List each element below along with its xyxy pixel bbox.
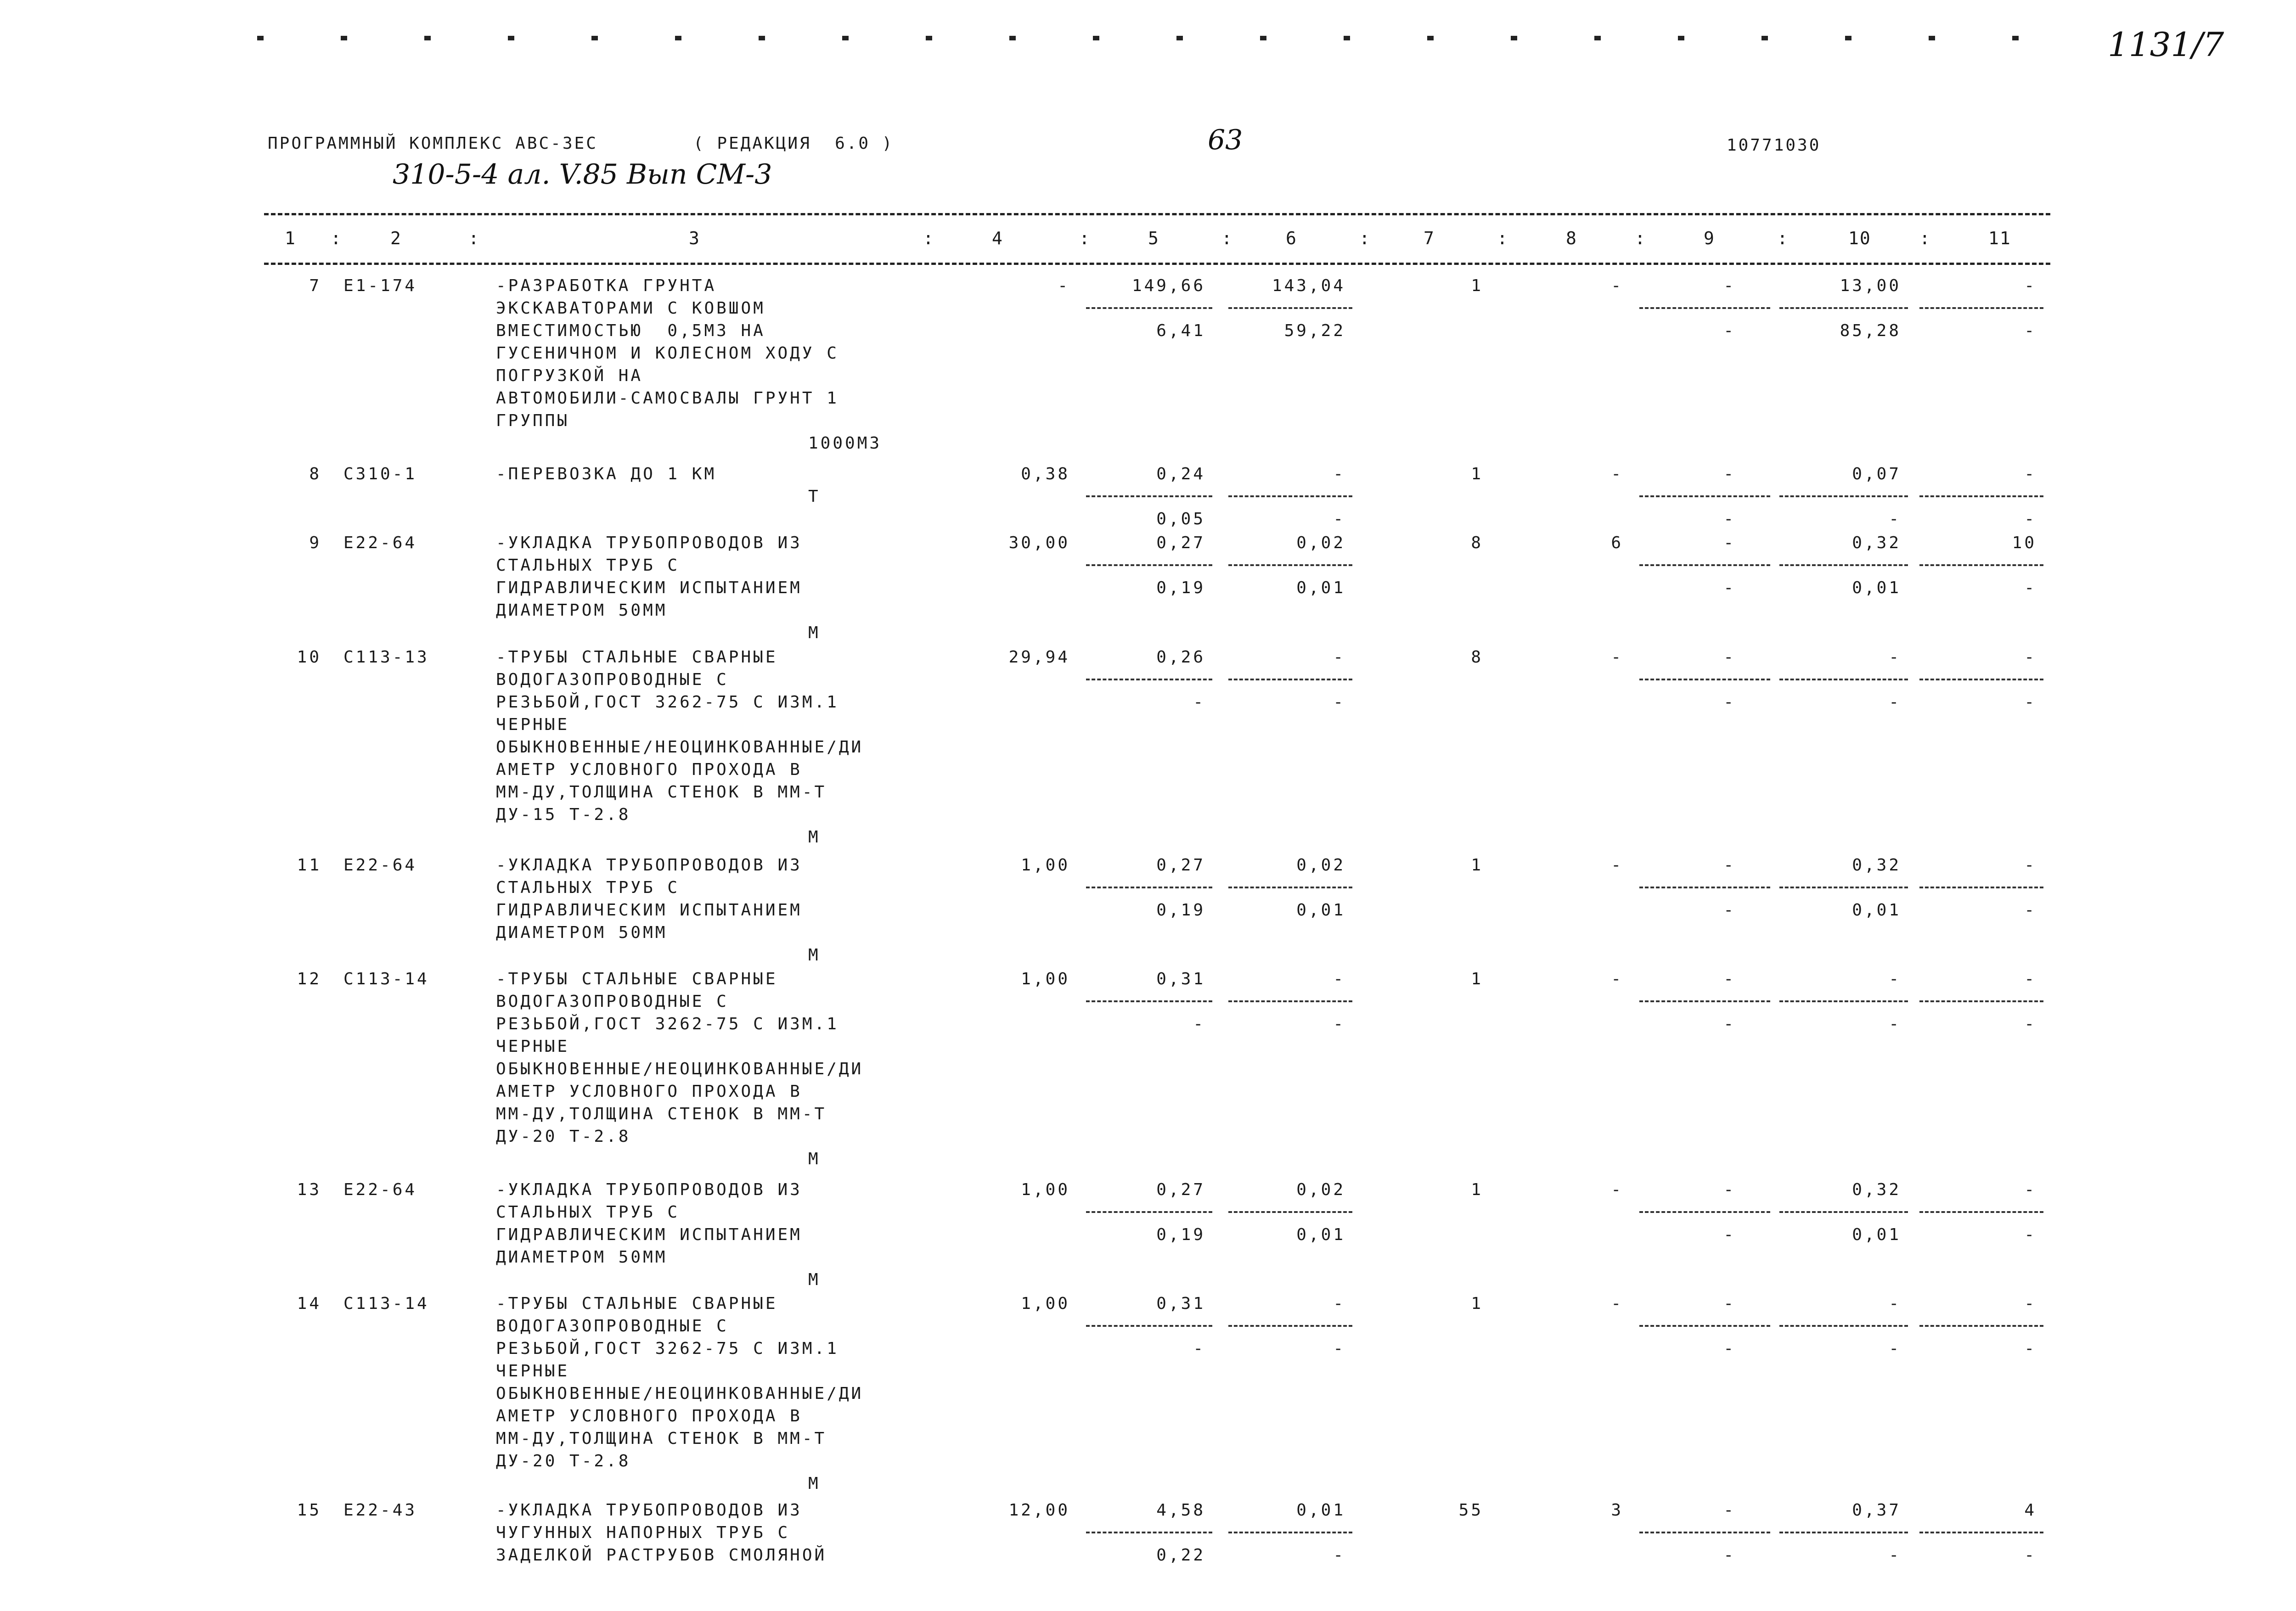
col6-bottom: - <box>1333 1339 1345 1358</box>
column-separator: : <box>1919 228 1931 248</box>
row-number: 11 <box>297 856 321 875</box>
col8-cell: - <box>1611 970 1623 988</box>
qty-cell: - <box>1058 276 1070 295</box>
col7-cell: 1 <box>1471 276 1483 295</box>
dashed-separator <box>1228 307 1352 309</box>
dashed-separator <box>1779 1532 1908 1533</box>
row-unit: М <box>808 946 821 965</box>
col6-top: - <box>1333 465 1345 483</box>
dashed-separator <box>1228 564 1352 566</box>
row-number: 7 <box>309 276 321 295</box>
qty-cell: 1,00 <box>1021 1180 1070 1199</box>
col6-top: 143,04 <box>1272 276 1345 295</box>
column-header-1: 1 <box>285 228 296 248</box>
row-code: Е22-43 <box>343 1501 417 1520</box>
row-description: СТАЛЬНЫХ ТРУБ С <box>496 556 680 575</box>
dashed-separator <box>1919 495 2043 497</box>
row-description: ДУ-20 Т-2.8 <box>496 1127 631 1146</box>
dashed-separator <box>1779 1325 1908 1327</box>
qty-cell: 30,00 <box>1008 533 1070 552</box>
row-number: 14 <box>297 1294 321 1313</box>
col5-bottom: 0,19 <box>1156 1225 1205 1244</box>
row-unit: М <box>808 828 821 847</box>
row-description: ВМЕСТИМОСТЬЮ 0,5М3 НА <box>496 321 765 340</box>
col5-top: 0,31 <box>1156 1294 1205 1313</box>
col10-bottom: 0,01 <box>1852 901 1901 920</box>
col11-top: 4 <box>2024 1501 2037 1520</box>
dashed-separator <box>1228 1532 1352 1533</box>
col5-bottom: 0,22 <box>1156 1546 1205 1565</box>
col8-cell: 3 <box>1611 1501 1623 1520</box>
header-rule-top <box>264 213 2050 215</box>
row-code: Е22-64 <box>343 533 417 552</box>
col5-top: 0,27 <box>1156 1180 1205 1199</box>
col10-bottom: - <box>1889 1015 1901 1033</box>
dashed-separator <box>1639 1325 1770 1327</box>
col10-bottom: 0,01 <box>1852 1225 1901 1244</box>
col6-top: 0,01 <box>1296 1501 1345 1520</box>
column-header-9: 9 <box>1704 228 1715 248</box>
row-description: ЧЕРНЫЕ <box>496 715 570 734</box>
col6-top: 0,02 <box>1296 856 1345 875</box>
handwritten-note: 310-5-4 ал. V.85 Вып СМ-3 <box>393 158 772 191</box>
col11-top: 10 <box>2012 533 2037 552</box>
dashed-separator <box>1919 1325 2043 1327</box>
row-description: АМЕТР УСЛОВНОГО ПРОХОДА В <box>496 760 802 779</box>
row-unit: М <box>808 1270 821 1289</box>
row-number: 8 <box>309 465 321 483</box>
col6-bottom: - <box>1333 693 1345 712</box>
column-separator: : <box>1359 228 1371 248</box>
col5-bottom: - <box>1193 693 1205 712</box>
col10-top: 0,32 <box>1852 856 1901 875</box>
dashed-separator <box>1228 1325 1352 1327</box>
col7-cell: 8 <box>1471 648 1483 667</box>
row-unit: Т <box>808 487 821 506</box>
col10-bottom: - <box>1889 693 1901 712</box>
col6-top: - <box>1333 1294 1345 1313</box>
col5-bottom: 6,41 <box>1156 321 1205 340</box>
row-code: С113-13 <box>343 648 429 667</box>
col8-cell: - <box>1611 648 1623 667</box>
dashed-separator <box>1919 564 2043 566</box>
row-description: ВОДОГАЗОПРОВОДНЫЕ С <box>496 1317 729 1336</box>
col5-bottom: 0,05 <box>1156 510 1205 528</box>
col9-top: - <box>1723 856 1736 875</box>
col9-top: - <box>1723 1180 1736 1199</box>
col11-bottom: - <box>2024 510 2037 528</box>
col10-top: - <box>1889 648 1901 667</box>
col7-cell: 1 <box>1471 856 1483 875</box>
col7-cell: 1 <box>1471 465 1483 483</box>
row-description: -УКЛАДКА ТРУБОПРОВОДОВ ИЗ <box>496 1180 802 1199</box>
column-separator: : <box>1079 228 1091 248</box>
col9-top: - <box>1723 1501 1736 1520</box>
row-unit: М <box>808 623 821 642</box>
column-header-4: 4 <box>992 228 1003 248</box>
col5-top: 0,31 <box>1156 970 1205 988</box>
dashed-separator <box>1919 1211 2043 1213</box>
col11-top: - <box>2024 1180 2037 1199</box>
col5-bottom: 0,19 <box>1156 901 1205 920</box>
dashed-separator <box>1228 887 1352 888</box>
row-description: ММ-ДУ,ТОЛЩИНА СТЕНОК В ММ-Т <box>496 783 827 802</box>
col9-bottom: - <box>1723 510 1736 528</box>
edition-label: ( РЕДАКЦИЯ 6.0 ) <box>693 134 894 153</box>
col6-top: - <box>1333 970 1345 988</box>
row-description: ГУСЕНИЧНОМ И КОЛЕСНОМ ХОДУ С <box>496 344 839 363</box>
row-description: РЕЗЬБОЙ,ГОСТ 3262-75 С ИЗМ.1 <box>496 1339 839 1358</box>
row-number: 10 <box>297 648 321 667</box>
col6-top: 0,02 <box>1296 1180 1345 1199</box>
dashed-separator <box>1779 307 1908 309</box>
col11-top: - <box>2024 465 2037 483</box>
dashed-separator <box>1086 887 1212 888</box>
col8-cell: - <box>1611 1294 1623 1313</box>
col10-top: 0,37 <box>1852 1501 1901 1520</box>
row-unit: М <box>808 1474 821 1493</box>
col9-top: - <box>1723 465 1736 483</box>
col9-bottom: - <box>1723 1546 1736 1565</box>
col10-bottom: - <box>1889 1339 1901 1358</box>
col5-bottom: 0,19 <box>1156 578 1205 597</box>
dashed-separator <box>1639 1532 1770 1533</box>
dashed-separator <box>1779 1211 1908 1213</box>
col6-bottom: 0,01 <box>1296 1225 1345 1244</box>
col9-bottom: - <box>1723 901 1736 920</box>
col10-bottom: 85,28 <box>1840 321 1901 340</box>
col5-top: 0,27 <box>1156 533 1205 552</box>
dashed-separator <box>1639 564 1770 566</box>
dashed-separator <box>1639 887 1770 888</box>
row-description: ОБЫКНОВЕННЫЕ/НЕОЦИНКОВАННЫЕ/ДИ <box>496 1060 864 1078</box>
row-description: ЭКСКАВАТОРАМИ С КОВШОМ <box>496 299 765 318</box>
document-code: 10771030 <box>1727 136 1821 155</box>
column-header-3: 3 <box>689 228 700 248</box>
row-description: -УКЛАДКА ТРУБОПРОВОДОВ ИЗ <box>496 856 802 875</box>
row-description: -ТРУБЫ СТАЛЬНЫЕ СВАРНЫЕ <box>496 970 778 988</box>
row-description: ДУ-15 Т-2.8 <box>496 805 631 824</box>
dashed-separator <box>1639 307 1770 309</box>
col5-top: 0,26 <box>1156 648 1205 667</box>
row-description: ДИАМЕТРОМ 50ММ <box>496 1248 668 1267</box>
row-description: ОБЫКНОВЕННЫЕ/НЕОЦИНКОВАННЫЕ/ДИ <box>496 1384 864 1403</box>
dashed-separator <box>1228 679 1352 680</box>
column-header-5: 5 <box>1148 228 1159 248</box>
row-description: ГИДРАВЛИЧЕСКИМ ИСПЫТАНИЕМ <box>496 578 802 597</box>
row-code: Е22-64 <box>343 856 417 875</box>
row-number: 13 <box>297 1180 321 1199</box>
col10-bottom: 0,01 <box>1852 578 1901 597</box>
row-description: АМЕТР УСЛОВНОГО ПРОХОДА В <box>496 1407 802 1426</box>
row-description: ЗАДЕЛКОЙ РАСТРУБОВ СМОЛЯНОЙ <box>496 1546 827 1565</box>
column-separator: : <box>468 228 480 248</box>
row-unit: 1000М3 <box>808 434 882 453</box>
col5-bottom: - <box>1193 1339 1205 1358</box>
row-code: С113-14 <box>343 1294 429 1313</box>
col7-cell: 55 <box>1458 1501 1483 1520</box>
col11-bottom: - <box>2024 1339 2037 1358</box>
column-separator: : <box>1635 228 1646 248</box>
col8-cell: - <box>1611 276 1623 295</box>
row-description: -ТРУБЫ СТАЛЬНЫЕ СВАРНЫЕ <box>496 1294 778 1313</box>
dashed-separator <box>1919 887 2043 888</box>
dashed-separator <box>1779 1000 1908 1002</box>
dashed-separator <box>1919 1532 2043 1533</box>
col6-top: - <box>1333 648 1345 667</box>
col9-bottom: - <box>1723 578 1736 597</box>
col6-bottom: 59,22 <box>1284 321 1345 340</box>
dashed-separator <box>1086 1211 1212 1213</box>
top-dash-line <box>257 36 2048 40</box>
col10-top: 0,32 <box>1852 1180 1901 1199</box>
col10-top: - <box>1889 970 1901 988</box>
column-separator: : <box>1777 228 1789 248</box>
col10-bottom: - <box>1889 1546 1901 1565</box>
dashed-separator <box>1779 564 1908 566</box>
row-description: ЧУГУННЫХ НАПОРНЫХ ТРУБ С <box>496 1523 790 1542</box>
row-description: ПОГРУЗКОЙ НА <box>496 366 643 385</box>
row-description: СТАЛЬНЫХ ТРУБ С <box>496 878 680 897</box>
col8-cell: - <box>1611 1180 1623 1199</box>
col7-cell: 8 <box>1471 533 1483 552</box>
qty-cell: 0,38 <box>1021 465 1070 483</box>
row-description: ММ-ДУ,ТОЛЩИНА СТЕНОК В ММ-Т <box>496 1429 827 1448</box>
dashed-separator <box>1086 564 1212 566</box>
col8-cell: 6 <box>1611 533 1623 552</box>
column-separator: : <box>1221 228 1233 248</box>
col5-top: 0,27 <box>1156 856 1205 875</box>
row-description: ГИДРАВЛИЧЕСКИМ ИСПЫТАНИЕМ <box>496 901 802 920</box>
col10-top: 13,00 <box>1840 276 1901 295</box>
col9-top: - <box>1723 276 1736 295</box>
row-description: ЧЕРНЫЕ <box>496 1037 570 1056</box>
col10-bottom: - <box>1889 510 1901 528</box>
col8-cell: - <box>1611 465 1623 483</box>
col6-top: 0,02 <box>1296 533 1345 552</box>
row-description: ДИАМЕТРОМ 50ММ <box>496 601 668 620</box>
column-header-10: 10 <box>1848 228 1871 248</box>
row-description: ДИАМЕТРОМ 50ММ <box>496 923 668 942</box>
col9-top: - <box>1723 533 1736 552</box>
col5-bottom: - <box>1193 1015 1205 1033</box>
col9-bottom: - <box>1723 321 1736 340</box>
column-separator: : <box>1497 228 1508 248</box>
row-description: РЕЗЬБОЙ,ГОСТ 3262-75 С ИЗМ.1 <box>496 1015 839 1033</box>
column-separator: : <box>331 228 342 248</box>
row-description: ОБЫКНОВЕННЫЕ/НЕОЦИНКОВАННЫЕ/ДИ <box>496 738 864 757</box>
col9-bottom: - <box>1723 1225 1736 1244</box>
row-number: 12 <box>297 970 321 988</box>
dashed-separator <box>1919 307 2043 309</box>
dashed-separator <box>1779 679 1908 680</box>
dashed-separator <box>1086 307 1212 309</box>
column-separator: : <box>923 228 934 248</box>
dashed-separator <box>1228 495 1352 497</box>
dashed-separator <box>1639 495 1770 497</box>
col7-cell: 1 <box>1471 1294 1483 1313</box>
col10-top: 0,32 <box>1852 533 1901 552</box>
col7-cell: 1 <box>1471 1180 1483 1199</box>
col11-top: - <box>2024 276 2037 295</box>
row-description: -УКЛАДКА ТРУБОПРОВОДОВ ИЗ <box>496 533 802 552</box>
dashed-separator <box>1228 1000 1352 1002</box>
row-description: ММ-ДУ,ТОЛЩИНА СТЕНОК В ММ-Т <box>496 1105 827 1123</box>
column-header-7: 7 <box>1424 228 1435 248</box>
col11-top: - <box>2024 1294 2037 1313</box>
col6-bottom: 0,01 <box>1296 578 1345 597</box>
dashed-separator <box>1086 1000 1212 1002</box>
row-description: ГИДРАВЛИЧЕСКИМ ИСПЫТАНИЕМ <box>496 1225 802 1244</box>
col11-top: - <box>2024 970 2037 988</box>
col9-bottom: - <box>1723 1015 1736 1033</box>
column-header-8: 8 <box>1566 228 1577 248</box>
col6-bottom: - <box>1333 1546 1345 1565</box>
col11-bottom: - <box>2024 901 2037 920</box>
col5-top: 0,24 <box>1156 465 1205 483</box>
col9-bottom: - <box>1723 693 1736 712</box>
row-description: АВТОМОБИЛИ-САМОСВАЛЫ ГРУНТ 1 <box>496 389 839 408</box>
col6-bottom: 0,01 <box>1296 901 1345 920</box>
col8-cell: - <box>1611 856 1623 875</box>
row-description: СТАЛЬНЫХ ТРУБ С <box>496 1203 680 1222</box>
row-description: АМЕТР УСЛОВНОГО ПРОХОДА В <box>496 1082 802 1101</box>
row-number: 15 <box>297 1501 321 1520</box>
col10-top: - <box>1889 1294 1901 1313</box>
col6-bottom: - <box>1333 1015 1345 1033</box>
sheet-stamp: 1131/7 <box>2108 25 2224 64</box>
qty-cell: 1,00 <box>1021 1294 1070 1313</box>
col11-top: - <box>2024 856 2037 875</box>
col11-bottom: - <box>2024 321 2037 340</box>
dashed-separator <box>1639 1000 1770 1002</box>
dashed-separator <box>1086 1325 1212 1327</box>
column-header-2: 2 <box>390 228 402 248</box>
dashed-separator <box>1919 679 2043 680</box>
col5-top: 4,58 <box>1156 1501 1205 1520</box>
col9-top: - <box>1723 648 1736 667</box>
row-description: ВОДОГАЗОПРОВОДНЫЕ С <box>496 992 729 1011</box>
col6-bottom: - <box>1333 510 1345 528</box>
row-description: -ТРУБЫ СТАЛЬНЫЕ СВАРНЫЕ <box>496 648 778 667</box>
col11-bottom: - <box>2024 1015 2037 1033</box>
row-unit: М <box>808 1150 821 1168</box>
header-rule-bottom <box>264 263 2050 265</box>
col9-top: - <box>1723 970 1736 988</box>
page-number: 63 <box>1208 124 1243 156</box>
col11-top: - <box>2024 648 2037 667</box>
program-title: ПРОГРАММНЫЙ КОМПЛЕКС АВС-3ЕС <box>268 134 598 153</box>
dashed-separator <box>1086 495 1212 497</box>
row-description: -ПЕРЕВОЗКА ДО 1 КМ <box>496 465 717 483</box>
dashed-separator <box>1228 1211 1352 1213</box>
col10-top: 0,07 <box>1852 465 1901 483</box>
row-number: 9 <box>309 533 321 552</box>
row-code: С310-1 <box>343 465 417 483</box>
dashed-separator <box>1779 887 1908 888</box>
dashed-separator <box>1086 1532 1212 1533</box>
row-description: ВОДОГАЗОПРОВОДНЫЕ С <box>496 670 729 689</box>
dashed-separator <box>1779 495 1908 497</box>
row-code: С113-14 <box>343 970 429 988</box>
col11-bottom: - <box>2024 1546 2037 1565</box>
col11-bottom: - <box>2024 578 2037 597</box>
col9-bottom: - <box>1723 1339 1736 1358</box>
dashed-separator <box>1086 679 1212 680</box>
qty-cell: 29,94 <box>1008 648 1070 667</box>
col9-top: - <box>1723 1294 1736 1313</box>
column-header-11: 11 <box>1988 228 2011 248</box>
row-description: -РАЗРАБОТКА ГРУНТА <box>496 276 717 295</box>
qty-cell: 12,00 <box>1008 1501 1070 1520</box>
column-header-6: 6 <box>1286 228 1297 248</box>
row-description: ЧЕРНЫЕ <box>496 1362 570 1381</box>
dashed-separator <box>1919 1000 2043 1002</box>
col11-bottom: - <box>2024 1225 2037 1244</box>
qty-cell: 1,00 <box>1021 856 1070 875</box>
row-description: ГРУППЫ <box>496 411 570 430</box>
qty-cell: 1,00 <box>1021 970 1070 988</box>
dashed-separator <box>1639 1211 1770 1213</box>
row-code: Е22-64 <box>343 1180 417 1199</box>
row-description: ДУ-20 Т-2.8 <box>496 1452 631 1471</box>
col7-cell: 1 <box>1471 970 1483 988</box>
row-description: -УКЛАДКА ТРУБОПРОВОДОВ ИЗ <box>496 1501 802 1520</box>
col11-bottom: - <box>2024 693 2037 712</box>
dashed-separator <box>1639 679 1770 680</box>
row-code: Е1-174 <box>343 276 417 295</box>
col5-top: 149,66 <box>1131 276 1205 295</box>
row-description: РЕЗЬБОЙ,ГОСТ 3262-75 С ИЗМ.1 <box>496 693 839 712</box>
